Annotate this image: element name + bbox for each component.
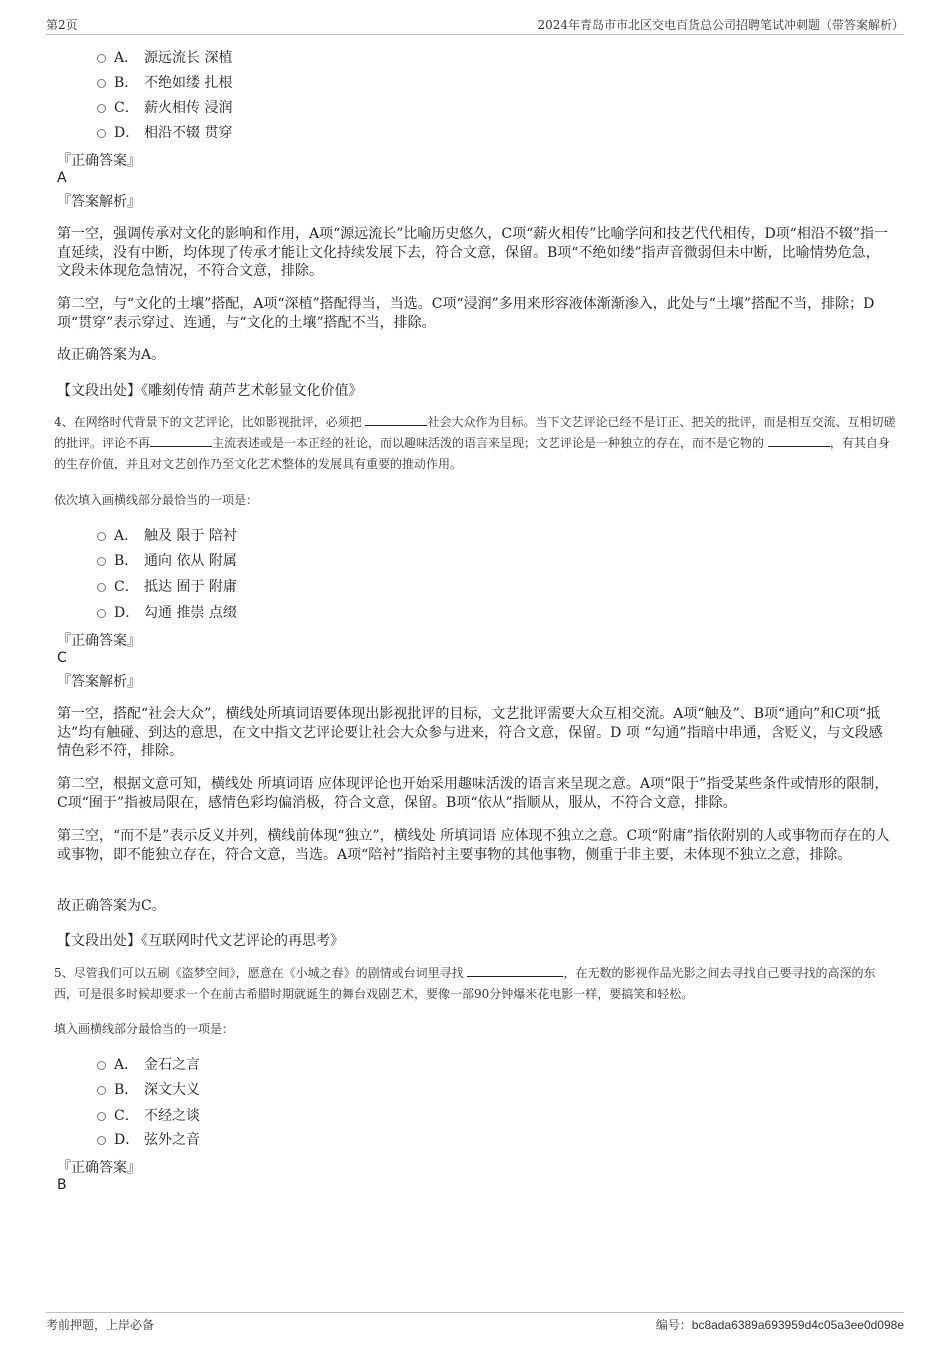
radio-icon[interactable] (97, 129, 106, 138)
q5-option-c[interactable]: C． 不经之谈 (97, 1105, 200, 1125)
document-code: 编号：bc8ada6389a693959d4c05a3ee0d098e (655, 1318, 904, 1332)
q4-option-d[interactable]: D． 勾通 推崇 点缀 (97, 602, 237, 622)
radio-icon[interactable] (97, 583, 106, 592)
radio-icon[interactable] (97, 104, 106, 113)
q5-option-d[interactable]: D． 弦外之音 (97, 1129, 200, 1149)
q5-option-b[interactable]: B． 深文大义 (97, 1079, 200, 1099)
analysis-paragraph: 故正确答案为C。 (57, 898, 166, 914)
page-header (46, 16, 904, 35)
q3-option-d[interactable]: D． 相沿不辍 贯穿 (97, 122, 232, 142)
q5-option-a[interactable]: A． 金石之言 (97, 1054, 200, 1074)
q3-option-b[interactable]: B． 不绝如缕 扎根 (97, 72, 232, 92)
q4-option-c[interactable]: C． 抵达 囿于 附庸 (97, 576, 237, 596)
correct-answer: C (57, 650, 67, 666)
q4-option-a[interactable]: A． 触及 限于 陪衬 (97, 525, 237, 545)
analysis-label: 『答案解析』 (57, 194, 141, 210)
analysis-paragraph: 第二空，根据文意可知，横线处 所填词语 应体现评论也开始采用趣味活泼的语言来呈现之意。A项“限于”指受某些条件或情形的限制，C项“囿于”指被局限在，感情色彩均偏消极，符合文意，保留。B项“依从”指顺从，服从，不符合文意，排除。 (57, 776, 889, 811)
correct-answer: B (57, 1177, 67, 1193)
radio-icon[interactable] (97, 609, 106, 618)
radio-icon[interactable] (97, 532, 106, 541)
radio-icon[interactable] (97, 54, 106, 63)
radio-icon[interactable] (97, 1136, 106, 1145)
analysis-paragraph: 第一空，搭配“社会大众”，横线处所填词语要体现出影视批评的目标，文艺批评需要大众互相交流。A项“触及”、B项“通向”和C项“抵达”均有触碰、到达的意思，在文中指文艺评论要让社会大众参与进来，符合文意，保留。D 项 “勾通”指暗中串通，含贬义，与文段感情色彩不符，排除。 (57, 706, 883, 759)
question-stem: 4、在网络时代背景下的文艺评论，比如影视批评，必须把 社会大众作为目标。当下文艺评论已经不是订正、把关的批评，而是相互交流、互相切磋的批评。评论不再 主流表述或是一本正经的社论，而以趣味活泼的语言来呈现；文艺评论是一种独立的存在，而不是它物的 ，有其自身的生存价值，并且对文艺创作乃至文化艺术整体的发展具有重要的推动作用。 (54, 415, 896, 471)
radio-icon[interactable] (97, 557, 106, 566)
analysis-paragraph: 第一空，强调传承对文化的影响和作用，A项“源远流长”比喻历史悠久，C项“薪火相传”比喻学问和技艺代代相传，D项“相沿不辍”指一直延续，没有中断，均体现了传承才能让文化持续发展下去，符合文意，保留。B项“不绝如缕”指声音微弱但未中断，比喻情势危急，文段未体现危急情况，不符合文意，排除。 (57, 226, 888, 279)
fill-blank (467, 964, 563, 977)
footer-slogan: 考前押题，上岸必备 (46, 1318, 155, 1332)
fill-blank (768, 434, 830, 447)
analysis-paragraph: 第二空，与“文化的土壤”搭配，A项“深植”搭配得当，当选。C项“浸润”多用来形容液体渐渐渗入，此处与“土壤”搭配不当，排除；D项“贯穿”表示穿过、连通，与“文化的土壤”搭配不当，排除。 (57, 296, 875, 331)
q4-option-b[interactable]: B． 通向 依从 附属 (97, 550, 237, 570)
fill-blank (365, 413, 427, 426)
radio-icon[interactable] (97, 79, 106, 88)
radio-icon[interactable] (97, 1112, 106, 1121)
question-prompt: 填入画横线部分最恰当的一项是： (54, 1022, 235, 1036)
page-footer (46, 1312, 904, 1333)
fill-blank (150, 434, 212, 447)
correct-answer-label: 『正确答案』 (57, 153, 141, 169)
question-stem: 5、尽管我们可以五刷《盗梦空间》，愿意在《小城之春》的剧情或台词里寻找 ，在无数的影视作品光影之间去寻找自己要寻找的高深的东西，可是很多时候却要求一个在前古希腊时期就诞生的舞台戏剧艺术，要像一部90分钟爆米花电影一样，要搞笑和轻松。 (54, 966, 876, 1001)
correct-answer: A (57, 170, 67, 186)
question-prompt: 依次填入画横线部分最恰当的一项是： (54, 493, 259, 507)
radio-icon[interactable] (97, 1061, 106, 1070)
correct-answer-label: 『正确答案』 (57, 633, 141, 649)
q3-option-c[interactable]: C． 薪火相传 浸润 (97, 97, 232, 117)
analysis-paragraph: 故正确答案为A。 (57, 347, 166, 363)
source-citation: 【文段出处】《互联网时代文艺评论的再思考》 (57, 933, 344, 949)
analysis-paragraph: 第三空，“而不是”表示反义并列，横线前体现“独立”，横线处 所填词语 应体现不独立之意。C项“附庸”指依附别的人或事物而存在的人或事物，即不能独立存在，符合文意，当选。A项“陪衬”指陪衬主要事物的其他事物，侧重于非主要，未体现不独立之意，排除。 (57, 828, 890, 863)
page-number: 第2页 (46, 18, 78, 32)
analysis-label: 『答案解析』 (57, 674, 141, 690)
q3-option-a[interactable]: A． 源远流长 深植 (97, 47, 232, 67)
document-title: 2024年青岛市市北区交电百货总公司招聘笔试冲刺题（带答案解析） (537, 18, 904, 32)
source-citation: 【文段出处】《雕刻传情 葫芦艺术彰显文化价值》 (57, 383, 363, 399)
radio-icon[interactable] (97, 1086, 106, 1095)
correct-answer-label: 『正确答案』 (57, 1160, 141, 1176)
